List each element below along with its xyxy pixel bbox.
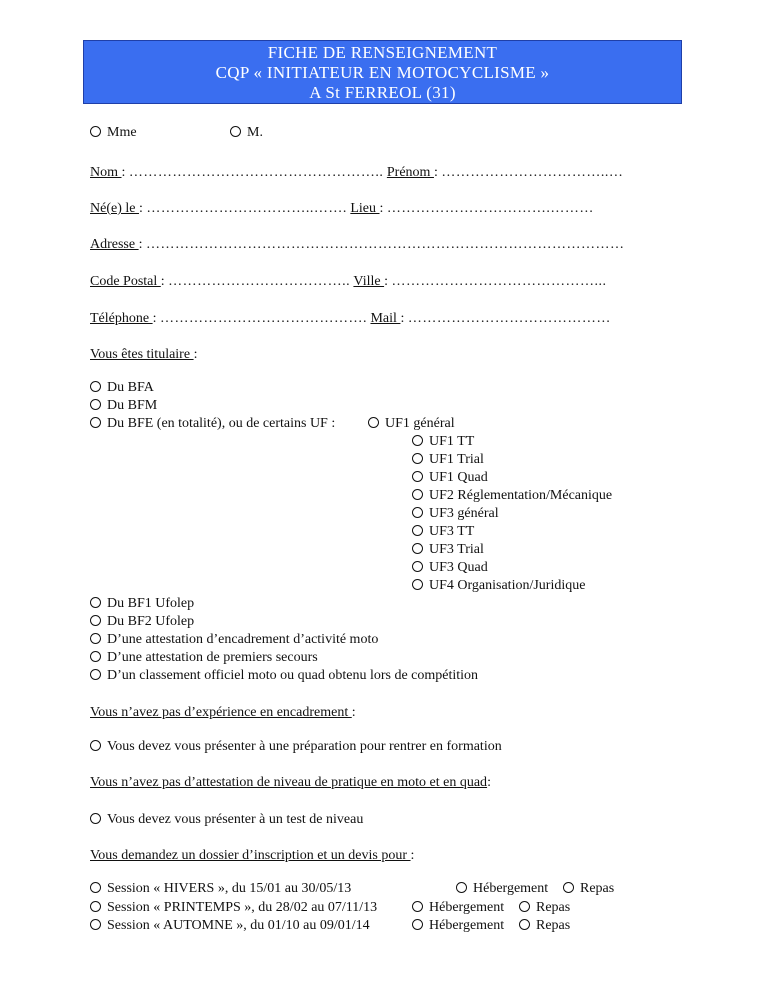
radio-icon[interactable] <box>90 417 101 428</box>
radio-icon[interactable] <box>90 381 101 392</box>
option-uf3-general[interactable]: UF3 général <box>412 505 499 523</box>
option-premiers-secours[interactable]: D’une attestation de premiers secours <box>90 649 318 667</box>
radio-icon[interactable] <box>230 126 241 137</box>
option-uf1-general[interactable]: UF1 général <box>368 415 455 433</box>
radio-icon[interactable] <box>412 471 423 482</box>
nom-field[interactable]: …………………………………………….. <box>128 165 384 180</box>
option-preparation[interactable]: Vous devez vous présenter à une préparation pour rentrer en formation <box>90 738 502 756</box>
tel-mail-row: Téléphone : ……………………………………. Mail : …………………………………… <box>90 311 611 326</box>
session-printemps[interactable]: Session « PRINTEMPS », du 28/02 au 07/11/13 <box>90 899 377 917</box>
option-bf2-ufolep[interactable]: Du BF2 Ufolep <box>90 613 194 631</box>
cp-field[interactable]: ……………………………….. <box>168 274 351 289</box>
civility-m[interactable]: M. <box>230 124 263 142</box>
option-uf3-trial[interactable]: UF3 Trial <box>412 541 484 559</box>
option-uf4[interactable]: UF4 Organisation/Juridique <box>412 577 585 595</box>
option-uf1-tt[interactable]: UF1 TT <box>412 433 474 451</box>
radio-icon[interactable] <box>412 919 423 930</box>
mail-label: Mail <box>370 311 401 326</box>
session-automne-repas[interactable]: Repas <box>519 917 570 935</box>
option-uf3-tt[interactable]: UF3 TT <box>412 523 474 541</box>
civility-mme[interactable]: Mme <box>90 125 137 140</box>
lieu-field[interactable]: …………………………….……… <box>386 201 594 216</box>
option-uf1-quad[interactable]: UF1 Quad <box>412 469 488 487</box>
radio-icon[interactable] <box>90 615 101 626</box>
radio-icon[interactable] <box>368 417 379 428</box>
radio-icon[interactable] <box>90 919 101 930</box>
option-uf3-quad[interactable]: UF3 Quad <box>412 559 488 577</box>
tel-label: Téléphone <box>90 311 153 326</box>
session-printemps-hebergement[interactable]: Hébergement <box>412 899 504 917</box>
adresse-field[interactable]: ……………………………………………………………………………………… <box>146 237 625 252</box>
radio-icon[interactable] <box>90 901 101 912</box>
experience-heading: Vous n’avez pas d’expérience en encadrement : <box>90 705 356 720</box>
ville-field[interactable]: ……………………………………... <box>391 274 607 289</box>
radio-icon[interactable] <box>90 651 101 662</box>
lieu-label: Lieu <box>350 201 380 216</box>
radio-icon[interactable] <box>412 435 423 446</box>
session-printemps-repas[interactable]: Repas <box>519 899 570 917</box>
session-hivers[interactable]: Session « HIVERS », du 15/01 au 30/05/13 <box>90 880 351 898</box>
radio-icon[interactable] <box>90 882 101 893</box>
dossier-heading: Vous demandez un dossier d’inscription et un devis pour : <box>90 848 415 863</box>
option-test-niveau[interactable]: Vous devez vous présenter à un test de niveau <box>90 811 363 829</box>
adresse-row: Adresse : ……………………………………………………………………………………… <box>90 237 625 252</box>
option-uf1-trial[interactable]: UF1 Trial <box>412 451 484 469</box>
session-hivers-repas[interactable]: Repas <box>563 880 614 898</box>
session-automne[interactable]: Session « AUTOMNE », du 01/10 au 09/01/14 <box>90 917 370 935</box>
nom-prenom-row: Nom : …………………………………………….. Prénom : ……………………………..… <box>90 165 624 180</box>
radio-icon[interactable] <box>412 525 423 536</box>
title-line-2: CQP « INITIATEUR EN MOTOCYCLISME » <box>215 63 550 82</box>
ne-field[interactable]: ……………………………..……. <box>146 201 347 216</box>
prenom-field[interactable]: ……………………………..… <box>441 165 624 180</box>
session-automne-hebergement[interactable]: Hébergement <box>412 917 504 935</box>
title-banner <box>83 40 682 104</box>
radio-icon[interactable] <box>90 740 101 751</box>
ne-label: Né(e) le <box>90 201 139 216</box>
radio-icon[interactable] <box>90 633 101 644</box>
option-bfa[interactable]: Du BFA <box>90 379 154 397</box>
civility-row <box>90 124 137 142</box>
radio-icon[interactable] <box>412 543 423 554</box>
mail-field[interactable]: …………………………………… <box>407 311 611 326</box>
option-bfm[interactable]: Du BFM <box>90 397 157 415</box>
titulaire-heading: Vous êtes titulaire : <box>90 347 198 362</box>
radio-icon[interactable] <box>412 453 423 464</box>
option-uf2[interactable]: UF2 Réglementation/Mécanique <box>412 487 612 505</box>
ville-label: Ville <box>353 274 385 289</box>
radio-icon[interactable] <box>456 882 467 893</box>
radio-icon[interactable] <box>90 399 101 410</box>
radio-icon[interactable] <box>519 919 530 930</box>
cp-label: Code Postal <box>90 274 161 289</box>
session-hivers-hebergement[interactable]: Hébergement <box>456 880 548 898</box>
option-bf1-ufolep[interactable]: Du BF1 Ufolep <box>90 595 194 613</box>
radio-icon[interactable] <box>412 579 423 590</box>
tel-field[interactable]: ……………………………………. <box>159 311 367 326</box>
title-line-3: A St FERREOL (31) <box>309 83 456 102</box>
prenom-label: Prénom <box>386 165 434 180</box>
radio-icon[interactable] <box>563 882 574 893</box>
naissance-row: Né(e) le : ……………………………..……. Lieu : …………………………….……… <box>90 201 594 216</box>
radio-icon[interactable] <box>90 597 101 608</box>
title-line-1: FICHE DE RENSEIGNEMENT <box>267 43 498 62</box>
adresse-label: Adresse <box>90 237 139 252</box>
option-classement-officiel[interactable]: D’un classement officiel moto ou quad obtenu lors de compétition <box>90 667 478 685</box>
niveau-heading: Vous n’avez pas d’attestation de niveau de pratique en moto et en quad: <box>90 775 491 790</box>
radio-icon[interactable] <box>90 813 101 824</box>
nom-label: Nom <box>90 165 122 180</box>
radio-icon[interactable] <box>90 669 101 680</box>
option-bfe[interactable]: Du BFE (en totalité), ou de certains UF : <box>90 415 335 433</box>
radio-icon[interactable] <box>412 489 423 500</box>
option-attestation-encadrement[interactable]: D’une attestation d’encadrement d’activité moto <box>90 631 378 649</box>
radio-icon[interactable] <box>412 507 423 518</box>
radio-icon[interactable] <box>412 561 423 572</box>
radio-icon[interactable] <box>90 126 101 137</box>
radio-icon[interactable] <box>519 901 530 912</box>
radio-icon[interactable] <box>412 901 423 912</box>
cp-ville-row: Code Postal : ……………………………….. Ville : ……………………………………... <box>90 274 607 289</box>
